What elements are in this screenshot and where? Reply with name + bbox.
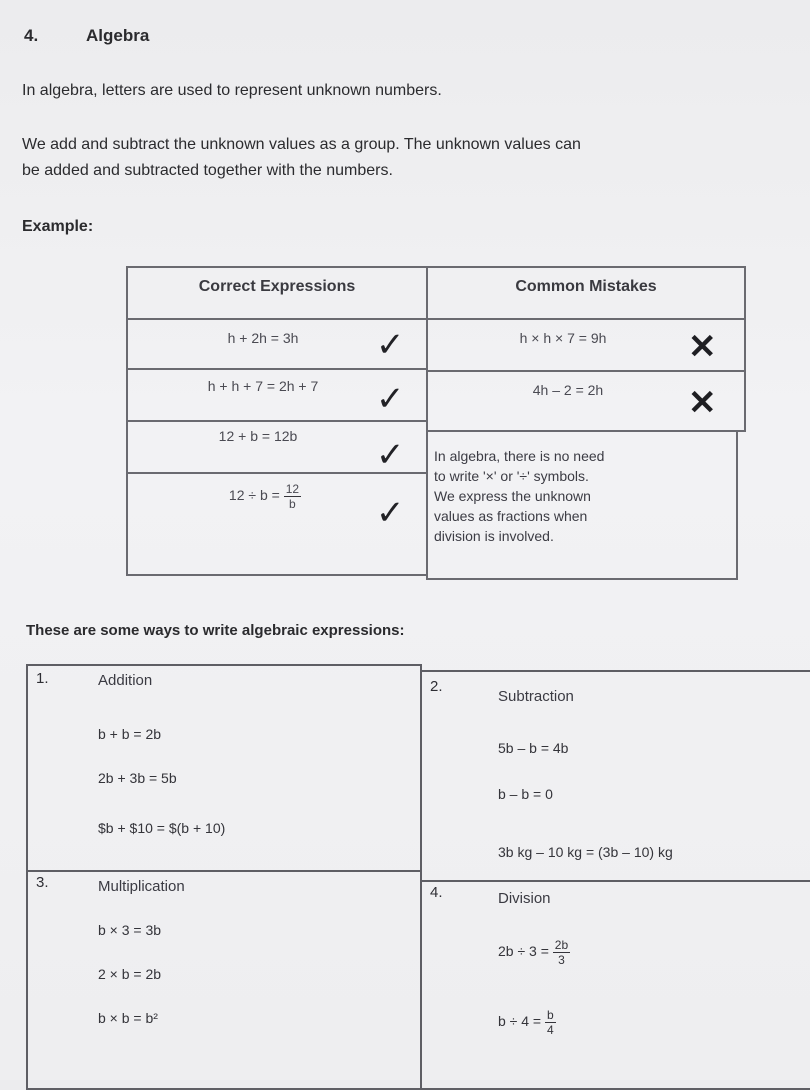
note-line: division is involved. [434, 528, 554, 544]
division-number: 4. [430, 884, 443, 901]
fraction [553, 938, 570, 967]
check-icon: ✓ [376, 436, 405, 474]
division-cell [420, 880, 810, 1090]
subtraction-number: 2. [430, 678, 443, 695]
subtraction-example: 3b kg – 10 kg = (3b – 10) kg [498, 844, 673, 860]
fraction-numerator: 2b [554, 938, 569, 952]
explanation-line-1: We add and subtract the unknown values as a group. The unknown values can [22, 136, 581, 153]
note-line: to write '×' or '÷' symbols. [434, 468, 589, 484]
addition-example: 2b + 3b = 5b [98, 770, 177, 786]
section-title: Algebra [86, 26, 150, 45]
subtraction-example: b – b = 0 [498, 786, 553, 802]
fraction-left: 12 ÷ b = [228, 487, 280, 504]
correct-row-2 [126, 368, 428, 422]
division-example [498, 1008, 556, 1037]
cross-icon: ✕ [688, 328, 717, 366]
note-line: In algebra, there is no need [434, 448, 605, 464]
fraction-denominator: b [289, 497, 296, 511]
addition-title: Addition [98, 672, 153, 689]
addition-cell [26, 664, 422, 872]
multiplication-example: b × 3 = 3b [98, 922, 162, 938]
multiplication-cell [26, 870, 422, 1090]
division-left: 2b ÷ 3 = [498, 943, 549, 960]
cross-icon: ✕ [688, 384, 717, 422]
fraction-numerator: b [547, 1008, 554, 1022]
multiplication-example: b × b = b² [98, 1010, 158, 1026]
check-icon: ✓ [376, 380, 405, 418]
mistake-row-2 [426, 370, 746, 432]
correct-expression: 12 + b = 12b [218, 428, 298, 444]
explanation-line-2: be added and subtracted together with the numbers. [22, 162, 393, 179]
subtraction-example: 5b – b = 4b [498, 740, 569, 756]
header-cell-correct [126, 266, 428, 320]
note-line: We express the unknown [434, 488, 591, 504]
multiplication-example: 2 × b = 2b [98, 966, 162, 982]
fraction [284, 482, 301, 511]
expression-types-table [26, 664, 810, 1084]
header-mistakes: Common Mistakes [515, 278, 657, 295]
note-line: values as fractions when [434, 508, 588, 524]
addition-example: $b + $10 = $(b + 10) [98, 820, 226, 836]
mistake-note-cell [426, 430, 738, 580]
correct-expression: h + h + 7 = 2h + 7 [207, 378, 319, 394]
subtraction-cell [420, 670, 810, 882]
example-table [126, 266, 746, 584]
addition-number: 1. [36, 670, 49, 687]
check-icon: ✓ [376, 494, 405, 532]
subtraction-title: Subtraction [498, 688, 574, 705]
division-left: b ÷ 4 = [498, 1013, 542, 1030]
section-number: 4. [24, 26, 39, 45]
check-icon: ✓ [376, 326, 405, 364]
correct-row-1 [126, 318, 428, 370]
division-example [498, 938, 570, 967]
mistake-row-1 [426, 318, 746, 372]
multiplication-title: Multiplication [98, 878, 185, 895]
addition-example: b + b = 2b [98, 726, 162, 742]
ways-intro: These are some ways to write algebraic expressions: [26, 622, 405, 639]
fraction-denominator: 4 [547, 1023, 554, 1037]
mistake-note [434, 446, 604, 546]
header-cell-mistakes [426, 266, 746, 320]
division-title: Division [498, 890, 551, 907]
mistake-expression: h × h × 7 = 9h [519, 330, 607, 346]
header-correct: Correct Expressions [198, 278, 356, 295]
multiplication-number: 3. [36, 874, 49, 891]
fraction-numerator: 12 [285, 482, 300, 496]
intro-paragraph: In algebra, letters are used to represent unknown numbers. [22, 82, 442, 99]
fraction [545, 1008, 556, 1037]
correct-row-3 [126, 420, 428, 474]
correct-row-4 [126, 472, 428, 576]
mistake-expression: 4h – 2 = 2h [532, 382, 604, 398]
fraction-denominator: 3 [558, 953, 565, 967]
correct-expression: h + 2h = 3h [227, 330, 299, 346]
correct-fraction-expression [200, 482, 330, 511]
example-label: Example: [22, 218, 94, 235]
